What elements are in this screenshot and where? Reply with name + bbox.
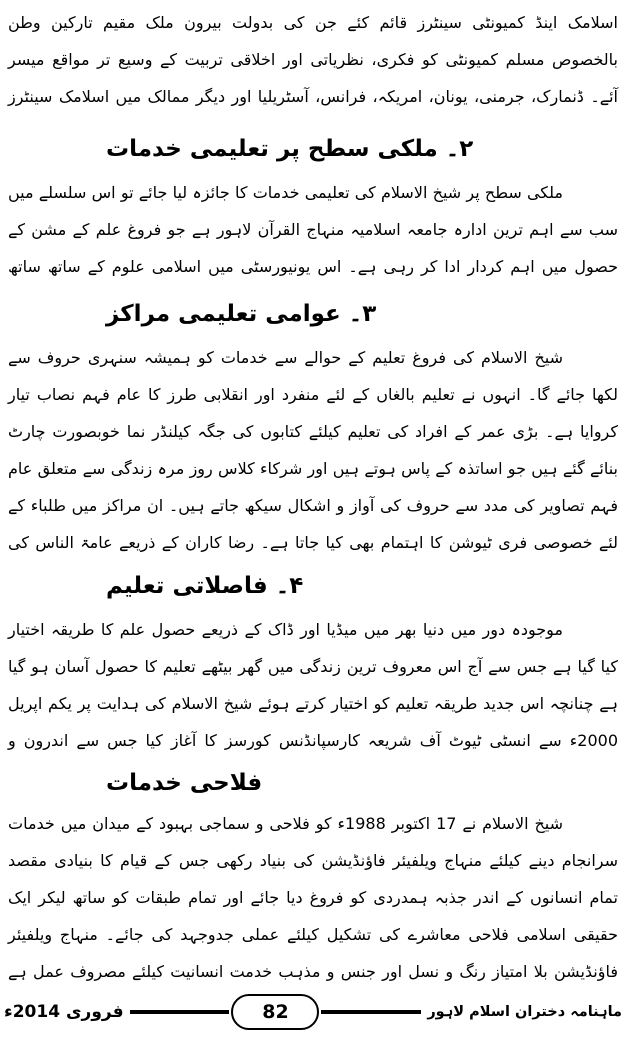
footer-issue-date: فروری 2014ء [4, 1002, 124, 1022]
section-body-national-educational-services: ملکی سطح پر شیخ الاسلام کی تعلیمی خدمات کا جائزہ لیا جائے تو اس سلسلے میں سب سے اہم ترین ادارہ جامعہ اسلامیہ منہاج القرآن لاہور ہے جو فروغ علم کے مشن کے حصول میں اہم کردار ادا کر رہی ہے۔ اس یونیورسٹی میں اسلامی علوم کے ساتھ ساتھ [8, 183, 618, 276]
page-footer [0, 989, 626, 1041]
page-number-badge [231, 994, 319, 1030]
section-body-welfare-services: شیخ الاسلام نے 17 اکتوبر 1988ء کو فلاحی و سماجی بہبود کے میدان میں خدمات سرانجام دینے کیلئے منہاج ویلفیئر فاؤنڈیشن کی بنیاد رکھی جس کے قیام کا بنیادی مقصد تمام انسانوں کے اندر جذبہ ہمدردی کو فروغ دیا جائے اور تمام طبقات کو ساتھ لیکر ایک حقیقی اسلامی فلاحی معاشرے کی تشکیل کیلئے عملی جدوجہد کی جائے۔ منہاج ویلفیئر فاؤنڈیشن بلا امتیاز رنگ و نسل اور جنس و مذہب خدمت انسانیت کیلئے مصروف عمل ہے [8, 814, 618, 981]
section-heading-distance-education: ۴۔ فاصلاتی تعلیم [106, 573, 304, 599]
section-heading-public-education-centers: ۳۔ عوامی تعلیمی مراکز [106, 301, 377, 327]
footer-rule-right [321, 1010, 421, 1014]
section-body-distance-education: موجودہ دور میں دنیا بھر میں میڈیا اور ڈاک کے ذریعے حصول علم کا طریقہ اختیار کیا گیا ہے جس سے آج اس معروف ترین زندگی میں گھر بیٹھے تعلیم کا حصول آسان ہو گیا ہے چنانچہ اس جدید طریقہ تعلیم کو اختیار کرتے ہوئے شیخ الاسلام کی ہدایت پر یکم اپریل 2000ء سے انسٹی ٹیوٹ آف شریعہ کارسپانڈنس کورسز کا آغاز کیا جس سے اندرون و [8, 620, 618, 750]
footer-rule-left [130, 1010, 230, 1014]
intro-paragraph: اسلامک اینڈ کمیونٹی سینٹرز قائم کئے جن کی بدولت بیرون ملک مقیم تارکین وطن بالخصوص مسلم کمیونٹی کو فکری، نظریاتی اور اخلاقی تربیت کے وسیع تر مواقع میسر آئے۔ ڈنمارک، جرمنی، یونان، امریکہ، فرانس، آسٹریلیا اور دیگر ممالک میں اسلامک سینٹرز [8, 13, 618, 106]
footer-magazine-title: ماہنامہ دختران اسلام لاہور [427, 1004, 622, 1020]
section-body-public-education-centers: شیخ الاسلام کی فروغ تعلیم کے حوالے سے خدمات کو ہمیشہ سنہری حروف سے لکھا جائے گا۔ انہوں نے تعلیم بالغاں کے لئے منفرد اور انقلابی طرز کا عام فہم نصاب تیار کروایا ہے۔ بڑی عمر کے افراد کی تعلیم کیلئے کتابوں کی جگہ کیلنڈر نما خوبصورت چارٹ بنائے گئے ہیں جو اساتذہ کے پاس ہوتے ہیں اور شرکاء کلاس روز مرہ زندگی سے متعلق عام فہم تصاویر کی مدد سے حروف کی آواز و اشکال سیکھ جاتے ہیں۔ ان مراکز میں طلباء کے لئے خصوصی فری ٹیوشن کا اہتمام بھی کیا جاتا ہے۔ رضا کاران کے ذریعے عامۃ الناس کی [8, 348, 618, 552]
page-number: 82 [262, 1001, 289, 1023]
section-heading-national-educational-services: ۲۔ ملکی سطح پر تعلیمی خدمات [106, 136, 474, 162]
section-heading-welfare-services: فلاحی خدمات [106, 770, 263, 796]
